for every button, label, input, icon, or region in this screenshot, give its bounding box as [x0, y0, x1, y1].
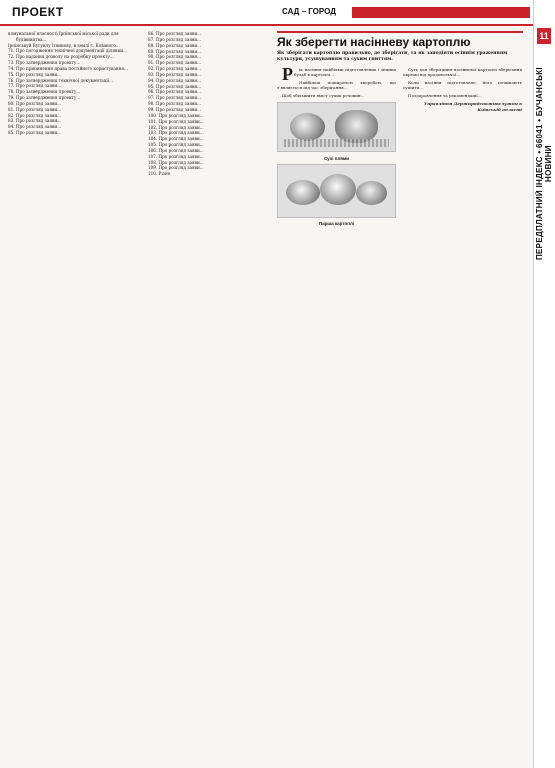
- agenda-item: 103. Про розгляд заяви...: [148, 130, 204, 136]
- article-paragraph: Щоб збільшити вміст сухих речовин...: [282, 92, 365, 98]
- left-agenda-list: [8, 31, 137, 136]
- agenda-item: 71. Про погодження технічної документації ділянки...: [8, 48, 127, 54]
- right-sidebar: [533, 0, 555, 768]
- agenda-item: 82. Про розгляд заяви...: [8, 112, 62, 118]
- agenda-item: 86. Про розгляд заяви...: [148, 31, 202, 36]
- potato-photo-shape: [290, 113, 325, 141]
- agenda-item: комунальної власності Ірпінської міської ради для будівництва...: [8, 31, 119, 42]
- left-agenda-column: [8, 31, 137, 136]
- agenda-item: 81. Про розгляд заяви...: [8, 106, 62, 112]
- agenda-item: 101. Про розгляд заяви...: [148, 118, 204, 124]
- agenda-item: 83. Про розгляд заяви...: [8, 118, 62, 124]
- agenda-item: 80. Про розгляд заяви...: [8, 100, 62, 106]
- agenda-item: 78. Про затвердження проекту...: [8, 89, 81, 95]
- agenda-item: 110. Різне: [148, 171, 171, 177]
- dry-spots-photo: [277, 102, 396, 152]
- top-bar: [0, 0, 555, 26]
- agenda-item: 108. Про розгляд заяви...: [148, 159, 204, 165]
- agenda-item: 93. Про розгляд заяви...: [148, 71, 202, 77]
- agenda-item: 89. Про розгляд заяви...: [148, 48, 202, 54]
- photo-caption: Сухі плями: [323, 156, 350, 162]
- article-paragraph: Коли насіння підготовлене, його починають сушити...: [403, 79, 522, 91]
- agenda-item: 104. Про розгляд заяви...: [148, 136, 204, 142]
- article-title: Як зберегти насінневу картоплю: [277, 31, 523, 48]
- potato-photo-shape: [286, 180, 320, 205]
- section-title: САД – ГОРОД: [282, 7, 336, 16]
- article-signature: Управління Держпродспоживслужби в Київській області: [423, 101, 522, 112]
- potato-photo-shape: [320, 174, 356, 205]
- agenda-item: 95. Про розгляд заяви...: [148, 83, 202, 89]
- vertical-banner: ПЕРЕДПЛАТНИЙ ІНДЕКС • 66041 • БУЧАНСЬКІ НОВИНИ: [535, 67, 553, 261]
- potato-photo-shape: [356, 181, 387, 205]
- agenda-item: 100. Про розгляд заяви...: [148, 112, 204, 118]
- middle-agenda-column: [148, 31, 268, 177]
- agenda-item: 84. Про розгляд заяви...: [8, 124, 62, 130]
- article-paragraph: Рік насіння найбільш підготовлених і міцних бульб в картоплі...: [282, 63, 396, 84]
- agenda-item: 99. Про розгляд заяви...: [148, 106, 202, 112]
- photo-caption: Парша картоплі: [318, 221, 355, 227]
- agenda-item: 77. Про розгляд заяви...: [8, 83, 62, 89]
- page-number: 11: [537, 28, 551, 44]
- article-column-two: [403, 67, 522, 230]
- agenda-item: 74. Про припинення права постійного користування...: [8, 65, 128, 71]
- agenda-item: 91. Про розгляд заяви...: [148, 60, 202, 66]
- agenda-item: 105. Про розгляд заяви...: [148, 142, 204, 148]
- potato-scab-photo: [277, 164, 396, 218]
- article-column-one: [277, 63, 396, 230]
- agenda-item: 106. Про розгляд заяви...: [148, 147, 204, 153]
- agenda-item: 109. Про розгляд заяви...: [148, 165, 204, 171]
- agenda-item: 85. Про розгляд заяви...: [8, 130, 62, 136]
- agenda-item: 88. Про розгляд заяви...: [148, 42, 202, 48]
- agenda-item: 97. Про розгляд заяви...: [148, 95, 202, 101]
- agenda-item: 76. Про затвердження технічної документації...: [8, 77, 113, 83]
- agenda-item: 79. Про затвердження проекту...: [8, 95, 81, 101]
- agenda-item: 73. Про затвердження проекту...: [8, 60, 81, 66]
- agenda-item: 98. Про розгляд заяви...: [148, 101, 202, 107]
- article-paragraph: Найбільш поширеною хворобою, що з'являється під час зберігання...: [277, 79, 396, 91]
- agenda-item: 75. Про розгляд заяви...: [8, 71, 62, 77]
- agenda-item: 87. Про розгляд заяви...: [148, 36, 202, 42]
- agenda-item: 96. Про розгляд заяви...: [148, 89, 202, 95]
- agenda-item: 94. Про розгляд заяви...: [148, 77, 202, 83]
- agenda-item: 92. Про розгляд заяви...: [148, 66, 202, 72]
- middle-agenda-list: [148, 31, 268, 177]
- article-paragraph: Поздоровлення та рекомендації...: [408, 92, 482, 98]
- article-paragraph: Суть для зберігання насіннєвої картоплі зберігання окремо від продовольчої...: [403, 66, 522, 78]
- article-columns: [277, 63, 523, 230]
- agenda-item: 90. Про розгляд заяви...: [148, 54, 202, 60]
- article-lead: Як зберігати картоплю правильно, де зберігати, та як заподіяти осіннім ураженням культури, усушуванням та сухим гниттям.: [277, 51, 508, 62]
- agenda-item: 102. Про розгляд заяви...: [148, 124, 204, 130]
- photo-texture: [284, 139, 389, 147]
- red-band: [352, 7, 530, 18]
- agenda-item: 72. Про надання дозволу на розробку проекту...: [8, 54, 114, 60]
- section-label: ПРОЕКТ: [12, 5, 64, 19]
- potato-article: [277, 31, 523, 229]
- agenda-item: Ірпінськуй Вугуилу Ітвинову, в землі с. Кованого...: [8, 42, 120, 48]
- agenda-item: 107. Про розгляд заяви...: [148, 153, 204, 159]
